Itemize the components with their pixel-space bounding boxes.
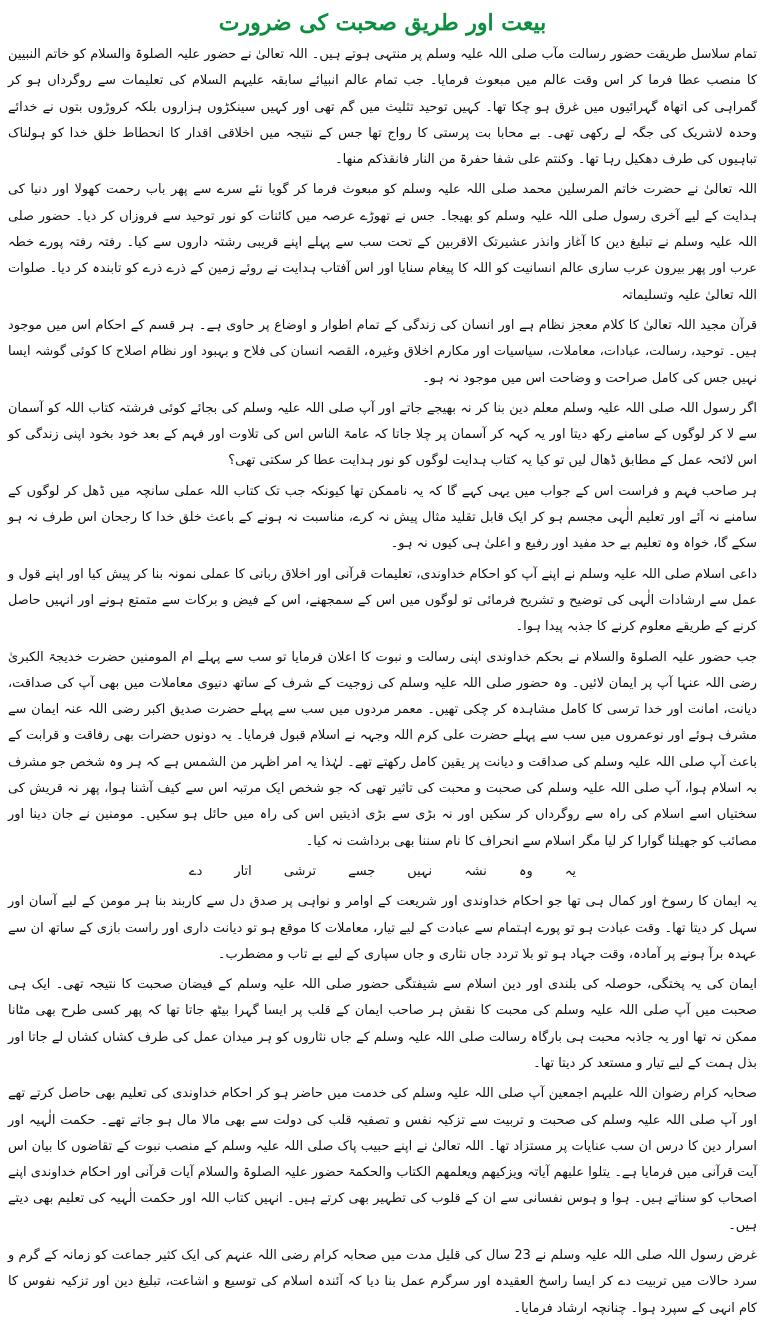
paragraph-first-believers: جب حضور علیہ الصلوۃ والسلام نے بحکم خداوندی اپنی رسالت و نبوت کا اعلان فرمایا تو سب سے پہلے ام المومنین حضرت خدیجۃ الکبریٰ رضی اللہ عنہا آپ پر ایمان لائیں۔ وہ حضور صلی اللہ علیہ وسلم کی زوجیت کے شرف کے ساتھ دنیوی معاملات میں بھی آپ کی صداقت، دیانت، امانت اور خدا ترسی کا کامل مشاہدہ کر چکی تھیں۔ معمر مردوں میں سب سے پہلے حضرت صدیق اکبر رضی اللہ عنہ ایمان سے مشرف ہوئے اور نوعمروں میں سب سے پہلے حضرت علی کرم اللہ وجہہ نے اسلام قبول فرمایا۔ یہ دونوں حضرات بھی رفاقت و قرابت کے باعث آپ صلی اللہ علیہ وسلم کی صداقت و دیانت پر یقین کامل رکھتے تھے۔ لہٰذا یہ امر اظہر من الشمس ہے کہ ہر وہ شخص جو مشرف بہ اسلام ہوا، آپ صلی اللہ علیہ وسلم کی صحبت و محبت کی تاثیر تھی کہ جو شخص ایک مرتبہ اس سے کیف آشنا ہوا، پھر نہ قریش کی سختیاں اسے اسلام کی راہ سے روگرداں کر سکیں اور نہ بڑی سے بڑی اذیتیں اس کی راہ میں حائل ہو سکیں۔ مومنین نے جان دینا اور مصائب کو جھیلنا گوارا کر لیا مگر اسلام سے انحراف کا نام سننا بھی برداشت نہ کیا۔ — [8, 649, 757, 849]
paragraph-caller-to-islam: داعی اسلام صلی اللہ علیہ وسلم نے اپنے آپ کو احکام خداوندی، تعلیمات قرآنی اور اخلاق ربانی کا عملی نمونہ بنا کر پیش کیا اور اپنے قول و عمل سے ارشادات الٰہی کی توضیح و تشریح فرمائی تو لوگوں میں اس کے سمجھنے، اس کے فیض و برکات سے متمتع ہونے اور انہیں حاصل کرنے کے طریقے معلوم کرنے کا جذبہ پیدا ہوا۔ — [8, 566, 757, 635]
paragraph-prophethood: تمام سلاسل طریقت حضور رسالت مآب صلی اللہ علیہ وسلم پر منتہی ہوتے ہیں۔ اللہ تعالیٰ نے حضور علیہ الصلوۃ والسلام کو خاتم النبیین کا منصب عطا فرما کر اس وقت عالم میں مبعوث فرمایا۔ جب تمام عالم انبیائے سابقہ علیہم السلام کی تعلیمات سے روگرداں ہو کر گمراہی کی اتھاہ گہرائیوں میں غرق ہو چکا تھا۔ کہیں توحید تثلیث میں گم تھی اور کہیں سینکڑوں ہزاروں بلکہ کروڑوں بتوں نے خدائے وحدہ لاشریک کی جگہ لے رکھی تھی۔ بے محابا بت پرستی کا رواج تھا جس کے نتیجہ میں اخلاقی اقدار کا انحطاط خلق خدا کو ہولناک تباہیوں کی طرف دھکیل رہا تھا۔ وکنتم علی شفا حفرۃ من النار فانقذکم منھا۔ — [8, 47, 757, 168]
paragraph-teacher-of-religion: اگر رسول اللہ صلی اللہ علیہ وسلم معلم دین بنا کر نہ بھیجے جاتے اور آپ صلی اللہ علیہ وسلم کی بجائے کوئی فرشتہ کتاب اللہ کو آسمان سے لا کر لوگوں کے سامنے رکھ دیتا اور یہ کہہ کر آسمان پر چلا جاتا کہ عامۃ الناس اس کی تلاوت اور فہم کے بعد خود بخود اپنی زندگی کو اس لائحہ عمل کے مطابق ڈھال لیں تو کیا یہ کتاب ہدایت لوگوں کو نور ہدایت عطا کر سکتی تھی؟ — [8, 400, 757, 469]
paragraph-companions-training: صحابہ کرام رضوان اللہ علیہم اجمعین آپ صلی اللہ علیہ وسلم کی خدمت میں حاضر ہو کر احکام خداوندی کی تعلیم بھی حاصل کرتے تھے اور آپ صلی اللہ علیہ وسلم کی صحبت و تربیت سے تزکیہ نفس و تصفیہ قلب کی دولت سے بھی مالا مال ہو جاتے تھے۔ حکمت الٰہیہ اور اسرار دین کا درس ان سب عنایات پر مستزاد تھا۔ اللہ تعالیٰ نے اپنے حبیب پاک صلی اللہ علیہ وسلم کے منصب نبوت کے تقاضوں کا بیان اس آیت قرآنی میں فرمایا ہے۔ یتلوا علیھم آیاتہ ویزکیھم ویعلمھم الکتاب والحکمۃ حضور علیہ الصلوۃ والسلام آیات قرآنی اور احکام خداوندی اپنے اصحاب کو سناتے ہیں۔ ہوا و ہوس نفسانی سے ان کے قلوب کی تطہیر بھی کرتے ہیں۔ انہیں کتاب اللہ اور حکمت الٰہیہ کی تعلیم بھی دیتے ہیں۔ — [8, 1086, 757, 1233]
paragraph-practical-example: ہر صاحب فہم و فراست اس کے جواب میں یہی کہے گا کہ یہ ناممکن تھا کیونکہ جب تک کتاب اللہ عملی سانچہ میں ڈھل کر لوگوں کے سامنے نہ آئے اور تعلیم الٰہی مجسم ہو کر ایک قابل تقلید مثال پیش نہ کرے، مناسبت نہ ہونے کے باعث خلق خدا کا رجحان اس طرف نہ ہو سکے گا، خواہ وہ تعلیم بے حد مفید اور رفیع و اعلیٰ ہی کیوں نہ ہو۔ — [8, 483, 757, 552]
paragraph-quran: قرآن مجید اللہ تعالیٰ کا کلام معجز نظام ہے اور انسان کی زندگی کے تمام اطوار و اوضاع پر حاوی ہے۔ ہر قسم کے احکام اس میں موجود ہیں۔ توحید، رسالت، عبادات، معاملات، سیاسیات اور مکارم اخلاق وغیرہ، القصہ انسان کی فلاح و بہبود اور نظام اصلاح کا کوئی گوشہ ایسا نہیں جس کی کامل صراحت و وضاحت اس میں موجود نہ ہو۔ — [8, 317, 757, 386]
poetry-verse: یہ وہ نشہ نہیں جسے ترشی اتار دے — [189, 863, 576, 879]
paragraph-firm-faith: یہ ایمان کا رسوخ اور کمال ہی تھا جو احکام خداوندی اور شریعت کے اوامر و نواہی پر صدق دل سے کاربند بنا ہر مومن کے لیے آسان اور سہل کر دیتا تھا۔ وقت عبادت ہو تو پورے اہتمام سے عبادت کے لیے تیار، معاملات کا موقع ہو تو دیانت داری اور راست بازی کے ساتھ ان سے عہدہ برآ ہونے پر آمادہ، وقت جہاد ہو تو بلا تردد جاں نثاری و جاں سپاری کے لیے بے تاب و مضطرب۔ — [8, 894, 757, 962]
paragraph-blessed-company: ایمان کی یہ پختگی، حوصلہ کی بلندی اور دین اسلام سے شیفتگی حضور صلی اللہ علیہ وسلم کے فیضان صحبت کا نتیجہ تھی۔ ایک ہی صحبت میں آپ صلی اللہ علیہ وسلم کی محبت کا نقش ہر صاحب ایمان کے قلب پر ایسا گہرا بیٹھ جاتا تھا کہ پھر کسی طرح بھی مٹانا ممکن نہ تھا اور یہ جاذبہ محبت ہی بارگاہ رسالت صلی اللہ علیہ وسلم کے جاں نثاروں کو ہر میدان عمل کی طرف کشاں کشاں لے جاتا اور بذل ہمت کے لیے تیار و مستعد کر دیتا تھا۔ — [8, 977, 757, 1071]
paragraph-conclusion: غرض رسول اللہ صلی اللہ علیہ وسلم نے 23 سال کی قلیل مدت میں صحابہ کرام رضی اللہ عنہم کی ایک کثیر جماعت کو زمانہ کے گرم و سرد حالات میں تربیت دے کر ایسا راسخ العقیدہ اور سرگرم عمل بنا دیا کہ آئندہ اسلام کی توسیع و اشاعت، تبلیغ دین اور تزکیہ نفوس کا کام انہی کے سپرد ہوا۔ چنانچہ ارشاد فرمایا۔ — [8, 1248, 757, 1316]
paragraph-final-messenger: اللہ تعالیٰ نے حضرت خاتم المرسلین محمد صلی اللہ علیہ وسلم کو مبعوث فرما کر گویا نئے سرے سے پھر باب رحمت کھولا اور دنیا کی ہدایت کے لیے آخری رسول صلی اللہ علیہ وسلم کو بھیجا۔ جس نے تھوڑے عرصہ میں کائنات کو نور توحید سے فروزاں کر دیا۔ حضور صلی اللہ علیہ وسلم نے تبلیغ دین کا آغاز وانذر عشیرتک الاقربین کے تحت سب سے پہلے اپنے قریبی رشتہ داروں سے کیا۔ رفتہ رفتہ پورے خطہ عرب اور پھر بیرون عرب ساری عالم انسانیت کو اللہ کا پیغام سنایا اور اس آفتاب ہدایت نے روئے زمین کے ذرے ذرے کو تابندہ کر دیا۔ صلوات اللہ تعالیٰ علیہ وتسلیماتہ — [8, 182, 757, 303]
article-title: بیعت اور طریق صحبت کی ضرورت — [218, 10, 547, 36]
